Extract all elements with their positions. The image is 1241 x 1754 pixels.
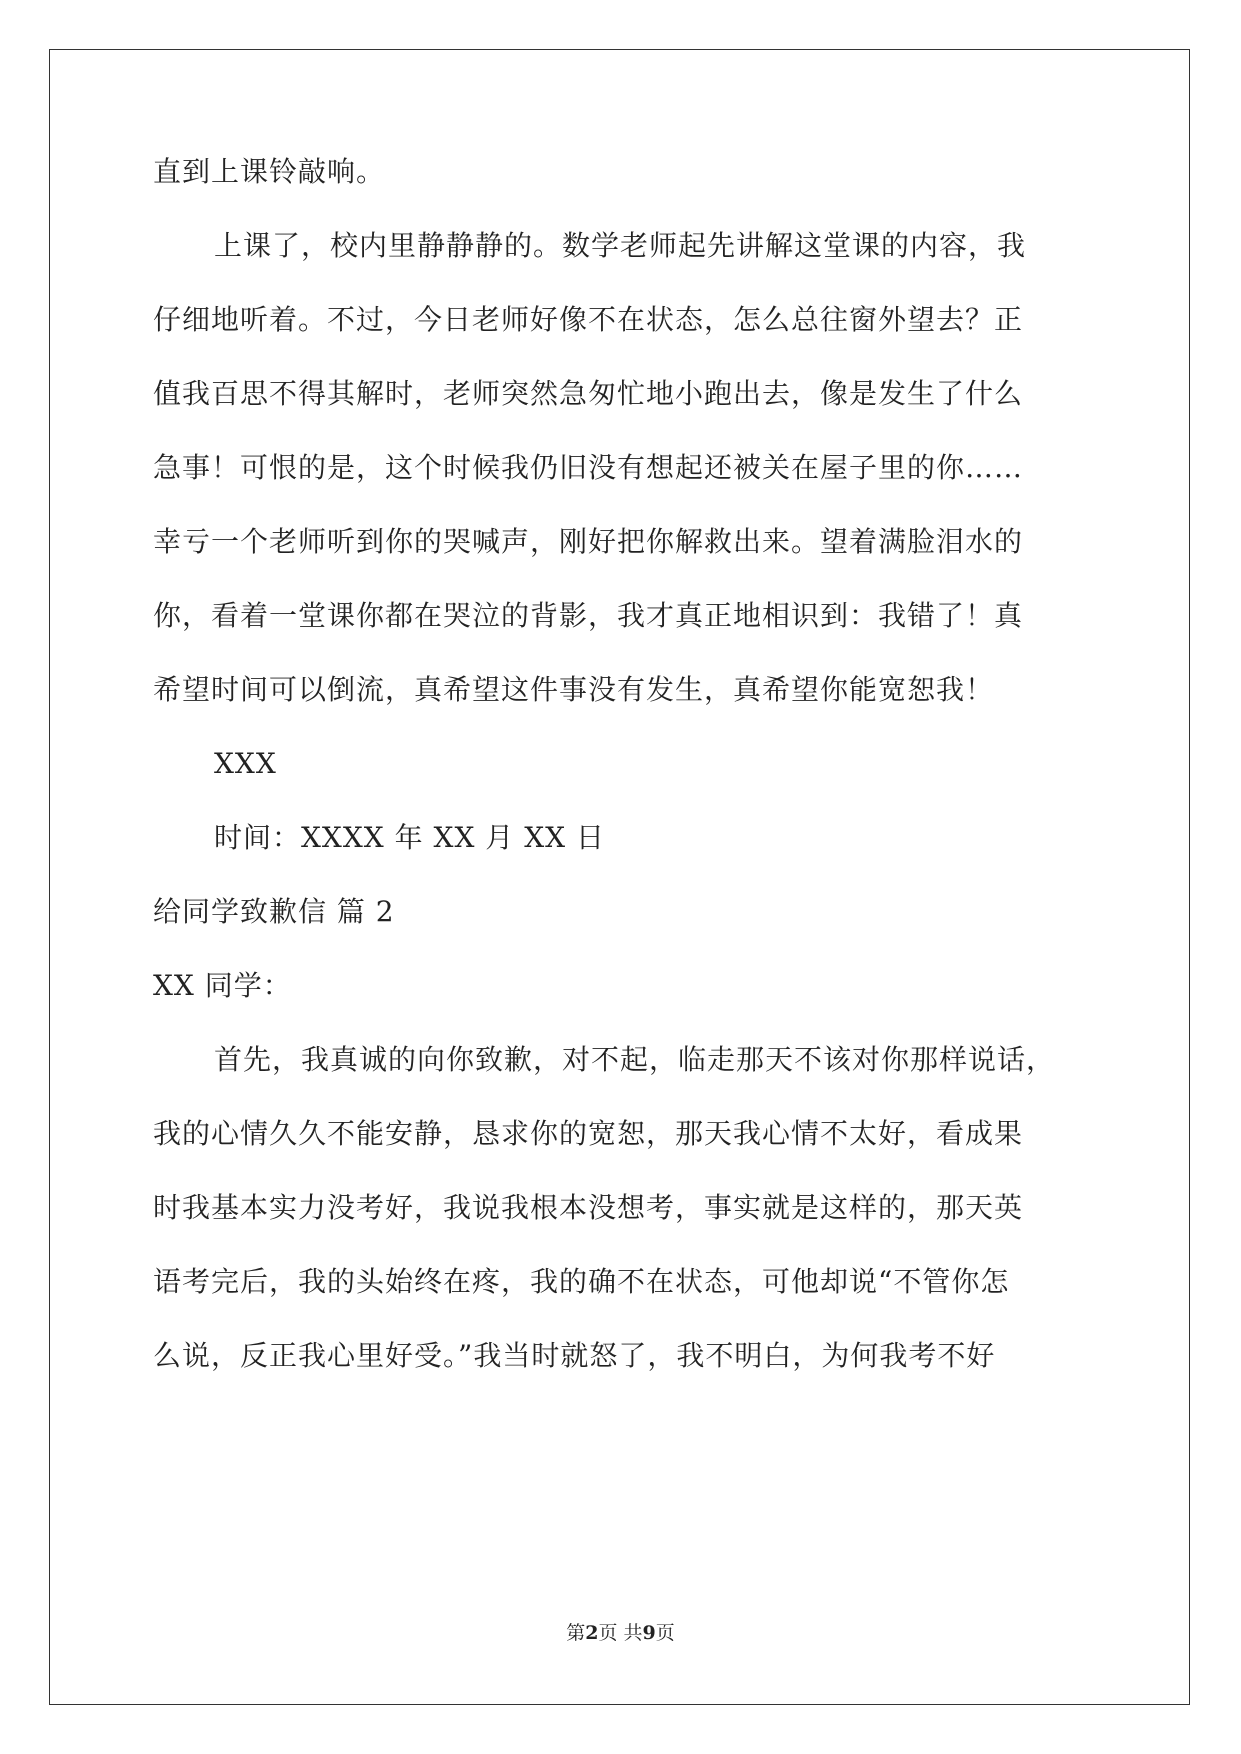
text-line: 我的心情久久不能安静，恳求你的宽恕，那天我心情不太好，看成果 <box>153 1117 1024 1150</box>
text-line: 幸亏一个老师听到你的哭喊声，刚好把你解救出来。望着满脸泪水的 <box>153 525 1024 558</box>
footer-page-number: 2 <box>585 1622 599 1644</box>
footer-suffix: 页 <box>655 1622 675 1644</box>
text-line: 直到上课铃敲响。 <box>153 155 386 188</box>
text-line: 上课了，校内里静静静的。数学老师起先讲解这堂课的内容，我 <box>214 229 1027 262</box>
text-line: 首先，我真诚的向你致歉，对不起，临走那天不该对你那样说话， <box>214 1043 1056 1076</box>
page-footer <box>0 1621 1241 1645</box>
text-line: 你，看着一堂课你都在哭泣的背影，我才真正地相识到：我错了！真 <box>153 599 1024 632</box>
page-border <box>49 49 1190 1705</box>
signature-name: XXX <box>214 747 277 780</box>
footer-prefix: 第 <box>566 1622 586 1644</box>
text-line: 么说，反正我心里好受。”我当时就怒了，我不明白，为何我考不好 <box>153 1339 996 1372</box>
text-line: 语考完后，我的头始终在疼，我的确不在状态，可他却说“不管你怎 <box>153 1265 1010 1298</box>
section-heading: 给同学致歉信 篇 2 <box>153 895 395 928</box>
text-line: 仔细地听着。不过，今日老师好像不在状态，怎么总往窗外望去？正 <box>153 303 1024 336</box>
signature-date: 时间：XXXX 年 XX 月 XX 日 <box>214 821 605 854</box>
footer-total-pages: 9 <box>642 1622 656 1644</box>
text-line: 希望时间可以倒流，真希望这件事没有发生，真希望你能宽恕我！ <box>153 673 995 706</box>
salutation: XX 同学： <box>153 969 292 1002</box>
text-line: 时我基本实力没考好，我说我根本没想考，事实就是这样的，那天英 <box>153 1191 1024 1224</box>
footer-middle: 页 共 <box>598 1622 643 1644</box>
text-line: 急事！可恨的是，这个时候我仍旧没有想起还被关在屋子里的你…… <box>153 451 1024 484</box>
text-line: 值我百思不得其解时，老师突然急匆忙地小跑出去，像是发生了什么 <box>153 377 1024 410</box>
